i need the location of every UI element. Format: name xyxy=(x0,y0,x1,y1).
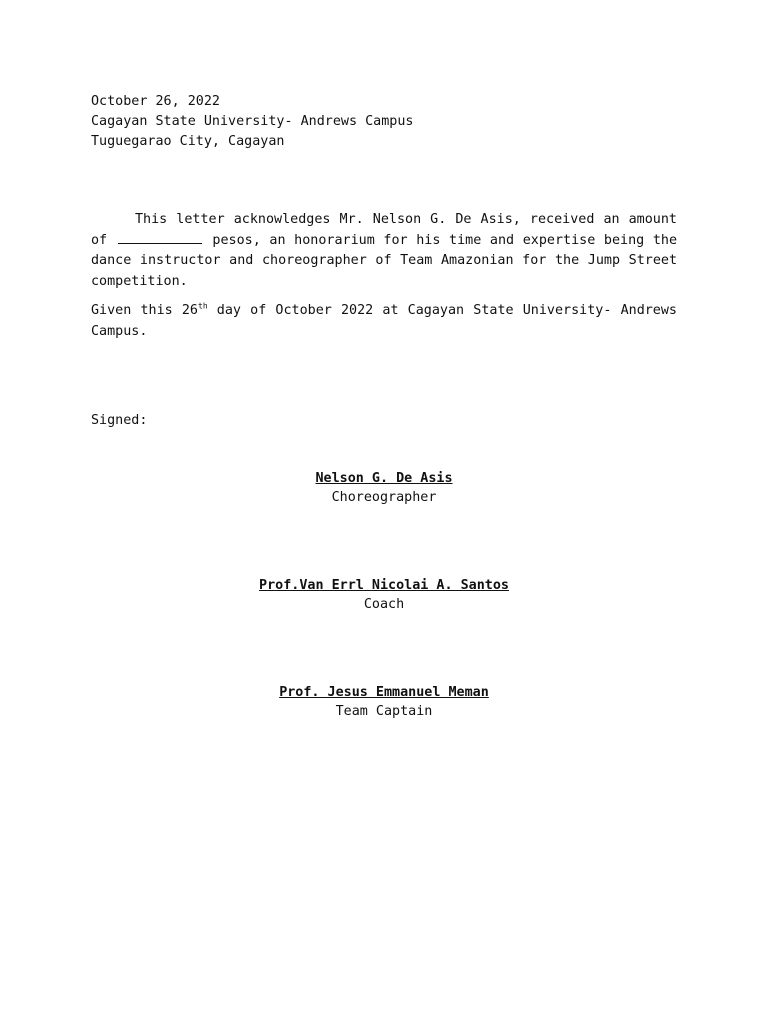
signature-block-choreographer xyxy=(0,469,768,507)
given-text-end: day of October 2022 at Cagayan State University- Andrews Campus. xyxy=(91,303,677,339)
acknowledgement-paragraph xyxy=(91,210,677,292)
signature-block-coach xyxy=(0,576,768,614)
signatory-role: Coach xyxy=(363,597,405,612)
location-line: Tuguegarao City, Cagayan xyxy=(91,134,285,149)
given-paragraph xyxy=(91,301,677,342)
signature-block-team-captain xyxy=(0,683,768,721)
paragraph-text-after-blank: pesos, an honorarium for his time and expertise being the dance instructor and choreographer of Team Amazonian for the Jump Street competition. xyxy=(91,232,678,289)
amount-blank-line xyxy=(118,231,202,244)
given-text-start: Given this 26 xyxy=(91,303,198,318)
ordinal-suffix: th xyxy=(198,301,208,311)
signatory-name: Prof.Van Errl Nicolai A. Santos xyxy=(259,578,509,593)
paragraph-text-before-blank: This letter acknowledges Mr. Nelson G. De Asis, received an amount of xyxy=(91,212,677,248)
letter-date: October 26, 2022 xyxy=(91,94,220,109)
signatory-name: Nelson G. De Asis xyxy=(315,471,453,486)
institution-line: Cagayan State University- Andrews Campus xyxy=(91,114,414,129)
signatory-role: Choreographer xyxy=(331,490,437,505)
signatory-name: Prof. Jesus Emmanuel Meman xyxy=(279,685,489,700)
signatory-role: Team Captain xyxy=(335,704,433,719)
signed-label: Signed: xyxy=(91,413,148,428)
